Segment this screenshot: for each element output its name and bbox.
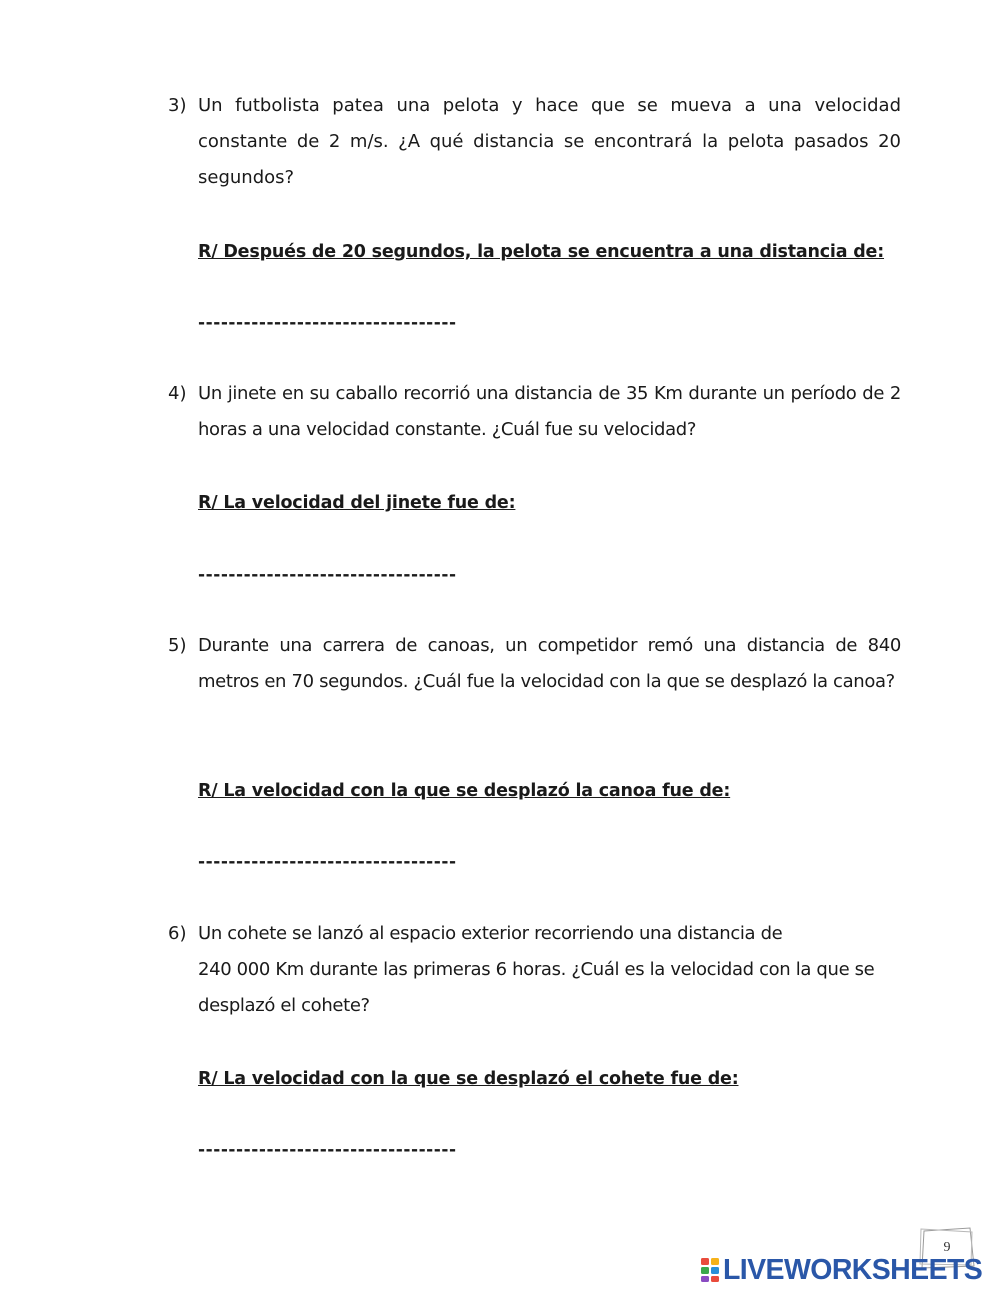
question-6-text-line-1: Un cohete se lanzó al espacio exterior recorriendo una distancia de xyxy=(198,923,783,944)
question-4 xyxy=(168,376,901,448)
question-5-answer-prompt: R/ La velocidad con la que se desplazó la canoa fue de: xyxy=(198,781,731,801)
question-6-answer-prompt: R/ La velocidad con la que se desplazó el cohete fue de: xyxy=(198,1069,739,1089)
liveworksheets-wordmark: LIVEWORKSHEETS xyxy=(723,1254,983,1286)
question-6-number: 6) xyxy=(168,923,187,944)
page-number: 9 xyxy=(943,1240,951,1255)
question-5-number: 5) xyxy=(168,635,187,656)
question-3 xyxy=(168,88,901,196)
question-5-answer-blank[interactable]: ---------------------------------- xyxy=(198,852,457,872)
question-6-answer-blank[interactable]: ---------------------------------- xyxy=(198,1140,457,1160)
liveworksheets-brand xyxy=(700,1255,982,1285)
question-3-answer-blank[interactable]: ---------------------------------- xyxy=(198,313,457,333)
question-6-text-rest: 240 000 Km durante las primeras 6 horas. ¿Cuál es la velocidad con la que se desplazó el cohete? xyxy=(198,959,875,1016)
question-6-text xyxy=(198,916,901,1024)
question-3-text: Un futbolista patea una pelota y hace que se mueva a una velocidad constante de 2 m/s. ¿A qué distancia se encontrará la pelota pasados 20 segundos? xyxy=(198,95,901,188)
question-4-answer-prompt: R/ La velocidad del jinete fue de: xyxy=(198,493,516,513)
question-4-number: 4) xyxy=(168,383,187,404)
question-5 xyxy=(168,628,901,700)
question-3-answer-prompt: R/ Después de 20 segundos, la pelota se encuentra a una distancia de: xyxy=(198,242,885,262)
question-6 xyxy=(168,916,901,1024)
liveworksheets-logo-icon xyxy=(700,1257,720,1283)
question-4-text: Un jinete en su caballo recorrió una distancia de 35 Km durante un período de 2 horas a una velocidad constante. ¿Cuál fue su velocidad? xyxy=(198,383,901,440)
question-5-text: Durante una carrera de canoas, un competidor remó una distancia de 840 metros en 70 segundos. ¿Cuál fue la velocidad con la que se desplazó la canoa? xyxy=(198,635,901,692)
question-3-number: 3) xyxy=(168,95,187,116)
question-4-answer-blank[interactable]: ---------------------------------- xyxy=(198,565,457,585)
